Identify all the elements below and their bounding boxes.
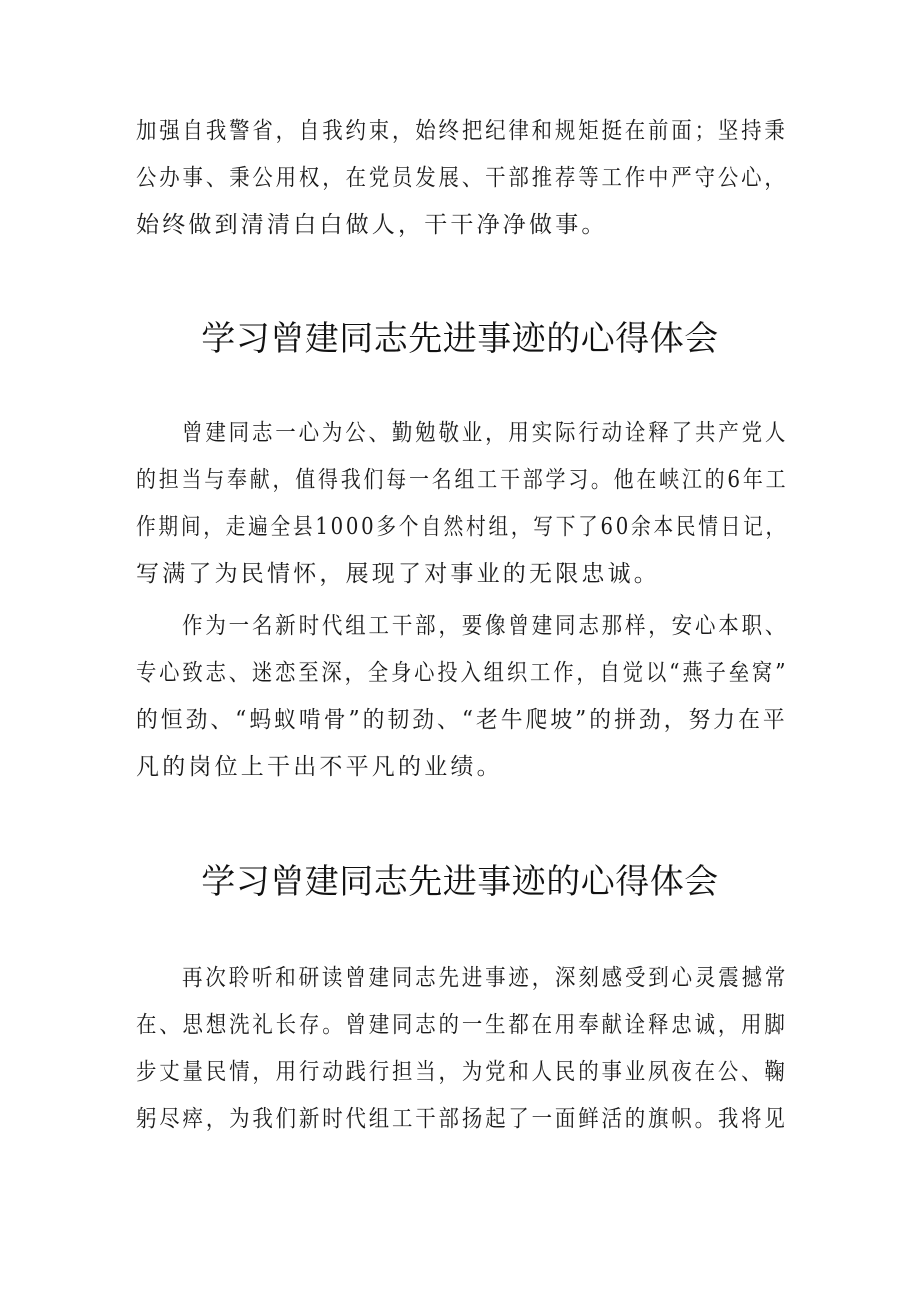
paragraph-line: 专心致志、迷恋至深，全身心投入组织工作，自觉以“燕子垒窝” bbox=[136, 660, 789, 686]
paragraph-line: 作期间，走遍全县1000多个自然村组，写下了60余本民情日记， bbox=[136, 514, 788, 540]
paragraph-line: 作为一名新时代组工干部，要像曾建同志那样，安心本职、 bbox=[182, 613, 789, 639]
section-title: 学习曾建同志先进事迹的心得体会 bbox=[201, 319, 719, 359]
paragraph-line: 再次聆听和研读曾建同志先进事迹，深刻感受到心灵震撼常 bbox=[182, 965, 789, 991]
section-title: 学习曾建同志先进事迹的心得体会 bbox=[201, 862, 719, 902]
paragraph-line: 凡的岗位上干出不平凡的业绩。 bbox=[136, 754, 503, 780]
paragraph-line: 曾建同志一心为公、勤勉敬业，用实际行动诠释了共产党人 bbox=[182, 420, 789, 446]
paragraph-line: 写满了为民情怀，展现了对事业的无限忠诚。 bbox=[136, 561, 660, 587]
paragraph-line: 躬尽瘁，为我们新时代组工干部扬起了一面鲜活的旗帜。我将见 bbox=[136, 1106, 788, 1132]
paragraph-line: 公办事、秉公用权，在党员发展、干部推荐等工作中严守公心， bbox=[136, 165, 788, 191]
paragraph-line: 步丈量民情，用行动践行担当，为党和人民的事业夙夜在公、鞠 bbox=[136, 1059, 788, 1085]
paragraph-line: 加强自我警省，自我约束，始终把纪律和规矩挺在前面；坚持秉 bbox=[136, 118, 788, 144]
paragraph-line: 在、思想洗礼长存。曾建同志的一生都在用奉献诠释忠诚，用脚 bbox=[136, 1012, 788, 1038]
paragraph-line: 的担当与奉献，值得我们每一名组工干部学习。他在峡江的6年工 bbox=[136, 467, 789, 493]
paragraph-line: 的恒劲、“蚂蚁啃骨”的韧劲、“老牛爬坡”的拼劲，努力在平 bbox=[136, 707, 788, 733]
paragraph-line: 始终做到清清白白做人，干干净净做事。 bbox=[136, 212, 608, 238]
